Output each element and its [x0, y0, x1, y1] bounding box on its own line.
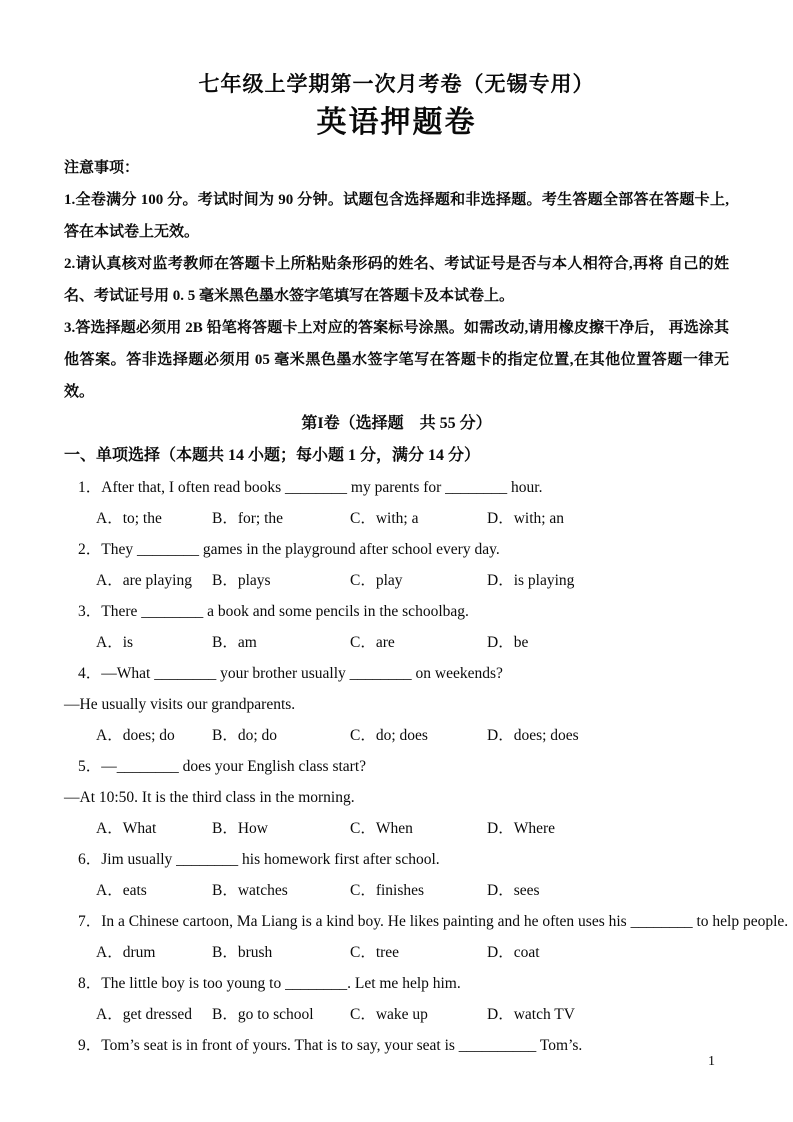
question-1 — [64, 472, 729, 534]
question-text: In a Chinese cartoon, Ma Liang is a kind boy. He likes painting and he often uses his ________ to help people. — [101, 913, 789, 930]
volume-title: 第I卷（选择题 共 55 分） — [301, 415, 492, 432]
notice-heading: 注意事项： — [64, 160, 140, 176]
option-d: D．be — [487, 634, 529, 651]
question-text-line2: —At 10:50. It is the third class in the morning. — [64, 789, 355, 806]
question-3 — [64, 596, 729, 658]
option-b: B．How — [212, 820, 268, 837]
question-9 — [64, 1030, 729, 1061]
option-c: C．tree — [350, 944, 400, 961]
part-title: 一、单项选择（本题共 14 小题；每小题 1 分，满分 14 分） — [64, 447, 481, 464]
page-number: 1 — [708, 1054, 715, 1069]
option-b: B．watches — [212, 882, 288, 899]
option-d: D．Where — [487, 820, 555, 837]
question-4 — [64, 658, 729, 751]
option-a: A．does; do — [96, 727, 175, 744]
question-text: —________ does your English class start? — [101, 758, 367, 775]
option-b: B．do; do — [212, 727, 278, 744]
question-number: 8． — [78, 975, 102, 992]
option-d: D．watch TV — [487, 1006, 575, 1023]
option-a: A．to; the — [96, 510, 162, 527]
question-number: 1． — [78, 479, 102, 496]
option-b: B．am — [212, 634, 257, 651]
option-c: C．are — [350, 634, 395, 651]
doc-title: 七年级上学期第一次月考卷（无锡专用） — [198, 72, 595, 96]
question-2 — [64, 534, 729, 596]
option-c: C．wake up — [350, 1006, 428, 1023]
question-options — [64, 999, 729, 1030]
option-a: A．is — [96, 634, 134, 651]
question-number: 2． — [78, 541, 102, 558]
option-c: C．with; a — [350, 510, 419, 527]
option-b: B．plays — [212, 572, 271, 589]
option-d: D．coat — [487, 944, 540, 961]
option-a: A．get dressed — [96, 1006, 192, 1023]
option-b: B．brush — [212, 944, 273, 961]
option-d: D．with; an — [487, 510, 565, 527]
option-a: A．eats — [96, 882, 147, 899]
option-d: D．sees — [487, 882, 540, 899]
notice-item-1: 1.全卷满分 100 分。考试时间为 90 分钟。试题包含选择题和非选择题。考生答题全部答在答题卡上, 答在本试卷上无效。 — [64, 192, 729, 240]
option-a: A．What — [96, 820, 157, 837]
question-7 — [64, 906, 789, 968]
doc-subtitle: 英语押题卷 — [316, 106, 477, 139]
option-c: C．play — [350, 572, 403, 589]
question-options — [64, 813, 729, 844]
option-a: A．drum — [96, 944, 156, 961]
question-8 — [64, 968, 729, 1030]
option-d: D．does; does — [487, 727, 579, 744]
option-a: A．are playing — [96, 572, 192, 589]
option-b: B．go to school — [212, 1006, 314, 1023]
option-c: C．finishes — [350, 882, 425, 899]
option-c: C．do; does — [350, 727, 428, 744]
question-number: 7． — [78, 913, 102, 930]
question-text: There ________ a book and some pencils in the schoolbag. — [101, 603, 469, 620]
question-number: 6． — [78, 851, 102, 868]
question-text: —What ________ your brother usually ________ on weekends? — [101, 665, 503, 682]
question-options — [64, 503, 729, 534]
option-d: D．is playing — [487, 572, 575, 589]
question-options — [64, 875, 729, 906]
question-number: 3． — [78, 603, 102, 620]
question-options — [64, 720, 729, 751]
question-text: They ________ games in the playground after school every day. — [101, 541, 500, 558]
option-c: C．When — [350, 820, 413, 837]
notice-item-2: 2.请认真核对监考教师在答题卡上所粘贴条形码的姓名、考试证号是否与本人相符合,再将 自己的姓名、考试证号用 0. 5 毫米黑色墨水签字笔填写在答题卡及本试卷上。 — [64, 256, 729, 304]
question-text-line2: —He usually visits our grandparents. — [64, 696, 296, 713]
question-options — [64, 627, 729, 658]
question-number: 5． — [78, 758, 102, 775]
question-text: After that, I often read books ________ my parents for ________ hour. — [101, 479, 543, 496]
option-b: B．for; the — [212, 510, 284, 527]
question-options — [64, 565, 729, 596]
question-text: Jim usually ________ his homework first after school. — [101, 851, 440, 868]
question-number: 9． — [78, 1037, 102, 1054]
question-number: 4． — [78, 665, 102, 682]
notice-item-3: 3.答选择题必须用 2B 铅笔将答题卡上对应的答案标号涂黑。如需改动,请用橡皮擦干净后， 再选涂其他答案。答非选择题必须用 05 毫米黑色墨水签字笔写在答题卡的指定位置,在其他位置答题一律无效。 — [64, 320, 729, 400]
question-5 — [64, 751, 729, 844]
question-text: Tom’s seat is in front of yours. That is to say, your seat is __________ Tom’s. — [101, 1037, 583, 1054]
question-options — [64, 937, 729, 968]
question-6 — [64, 844, 729, 906]
question-text: The little boy is too young to ________. Let me help him. — [101, 975, 461, 992]
